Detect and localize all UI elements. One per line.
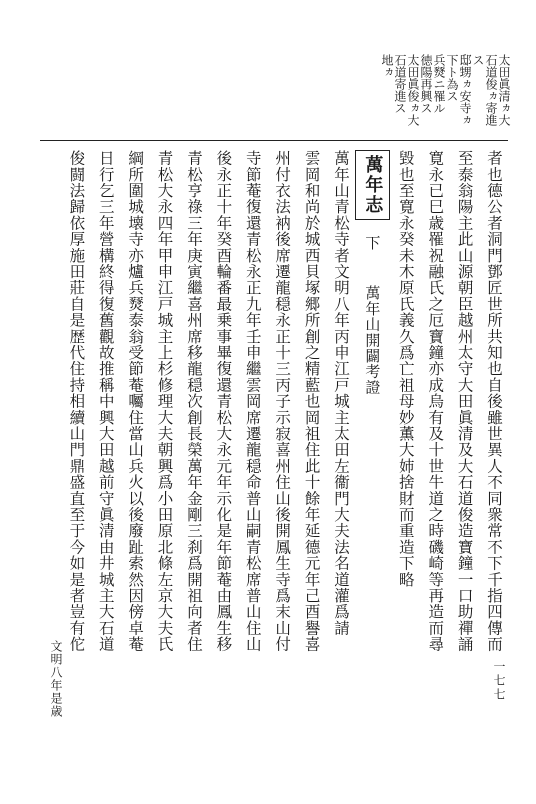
text-column: 雲岡和尚於城西貝塚郷所創之精藍也岡祖住此十餘年延德元年己酉譽喜 <box>302 150 321 653</box>
annotation-line: 兵燹ニ罹ル 徳陽再興ス <box>419 54 446 114</box>
text-column: 後永正十年癸酉輪番最乗事畢復還青松大永元年示化是年節菴由鳳生移 <box>214 150 233 653</box>
text-column: 至泰翁陽主此山源朝臣越州太守大田眞清及大石道俊造寶鐘一口助禪誦 <box>455 150 474 653</box>
text-column: 日行乞三年營構終得復舊觀故推稱中興大田越前守眞清由井城主大石道 <box>96 150 115 653</box>
text-column: 青松大永四年甲申江戸城主上杉修理大夫朝興爲小田原北條左京大夫氏 <box>155 150 174 653</box>
text-column: 俊闘法歸依厚施田莊自是歴代住持相續山門鼎盛直至于今如是者豈有佗 <box>67 150 86 653</box>
text-column: 寛永已巳歳罹祝融氏之厄寶鐘亦成烏有及十世牛道之時磯崎等再造而尋 <box>426 150 445 653</box>
text-column: 者也德公者洞門鄧匠世所共知也自後雖世異人不同衆常不下千指四傳而 <box>485 150 503 653</box>
text-column: 綱所圍城壊寺亦爐兵燹泰翁受節菴囑住當山兵火以後廢趾索然因傍卓菴 <box>126 150 145 653</box>
section-volume: 下 <box>363 235 382 252</box>
text-column: 萬年山青松寺者文明八年丙申江戸城主太田左衞門大夫法名道灌爲請 <box>331 150 350 636</box>
main-text <box>38 150 508 750</box>
annotation-line: 太田眞俊ヵ大石道寄進ス 地ヵ <box>380 54 420 126</box>
header-rule <box>40 140 508 141</box>
section-heading <box>355 150 390 750</box>
text-column: 青松亨祿三年庚寅繼喜州席移龍穏次創長榮萬年金剛三刹爲開祖向者住 <box>184 150 203 653</box>
section-subtitle: 萬年山開闢考證 <box>363 284 382 395</box>
section-title: 萬年志 <box>355 150 390 220</box>
text-column: 寺節菴復還青松永正九年壬申繼雲岡席遷龍穏命普山嗣青松席普山住山 <box>243 150 262 653</box>
annotation-line: 太田眞清ヵ大石道俊ヵ寄進ス <box>471 54 511 126</box>
text-column: 毀也至寛永癸未木原氏義久爲亡祖母妙薫大姉捨財而重造下略 <box>396 150 415 588</box>
page-number: 一七七 <box>492 660 506 702</box>
annotation-line: 邸甥ヵ安寺ヵ下ト為ス <box>445 54 472 126</box>
text-column: 州付衣法衲後席遷龍穏永正十三丙子示寂喜州住山後開鳳生寺爲末山付 <box>273 150 292 653</box>
margin-note: 文明八年是歳 <box>49 640 63 718</box>
header-annotations <box>240 54 510 126</box>
